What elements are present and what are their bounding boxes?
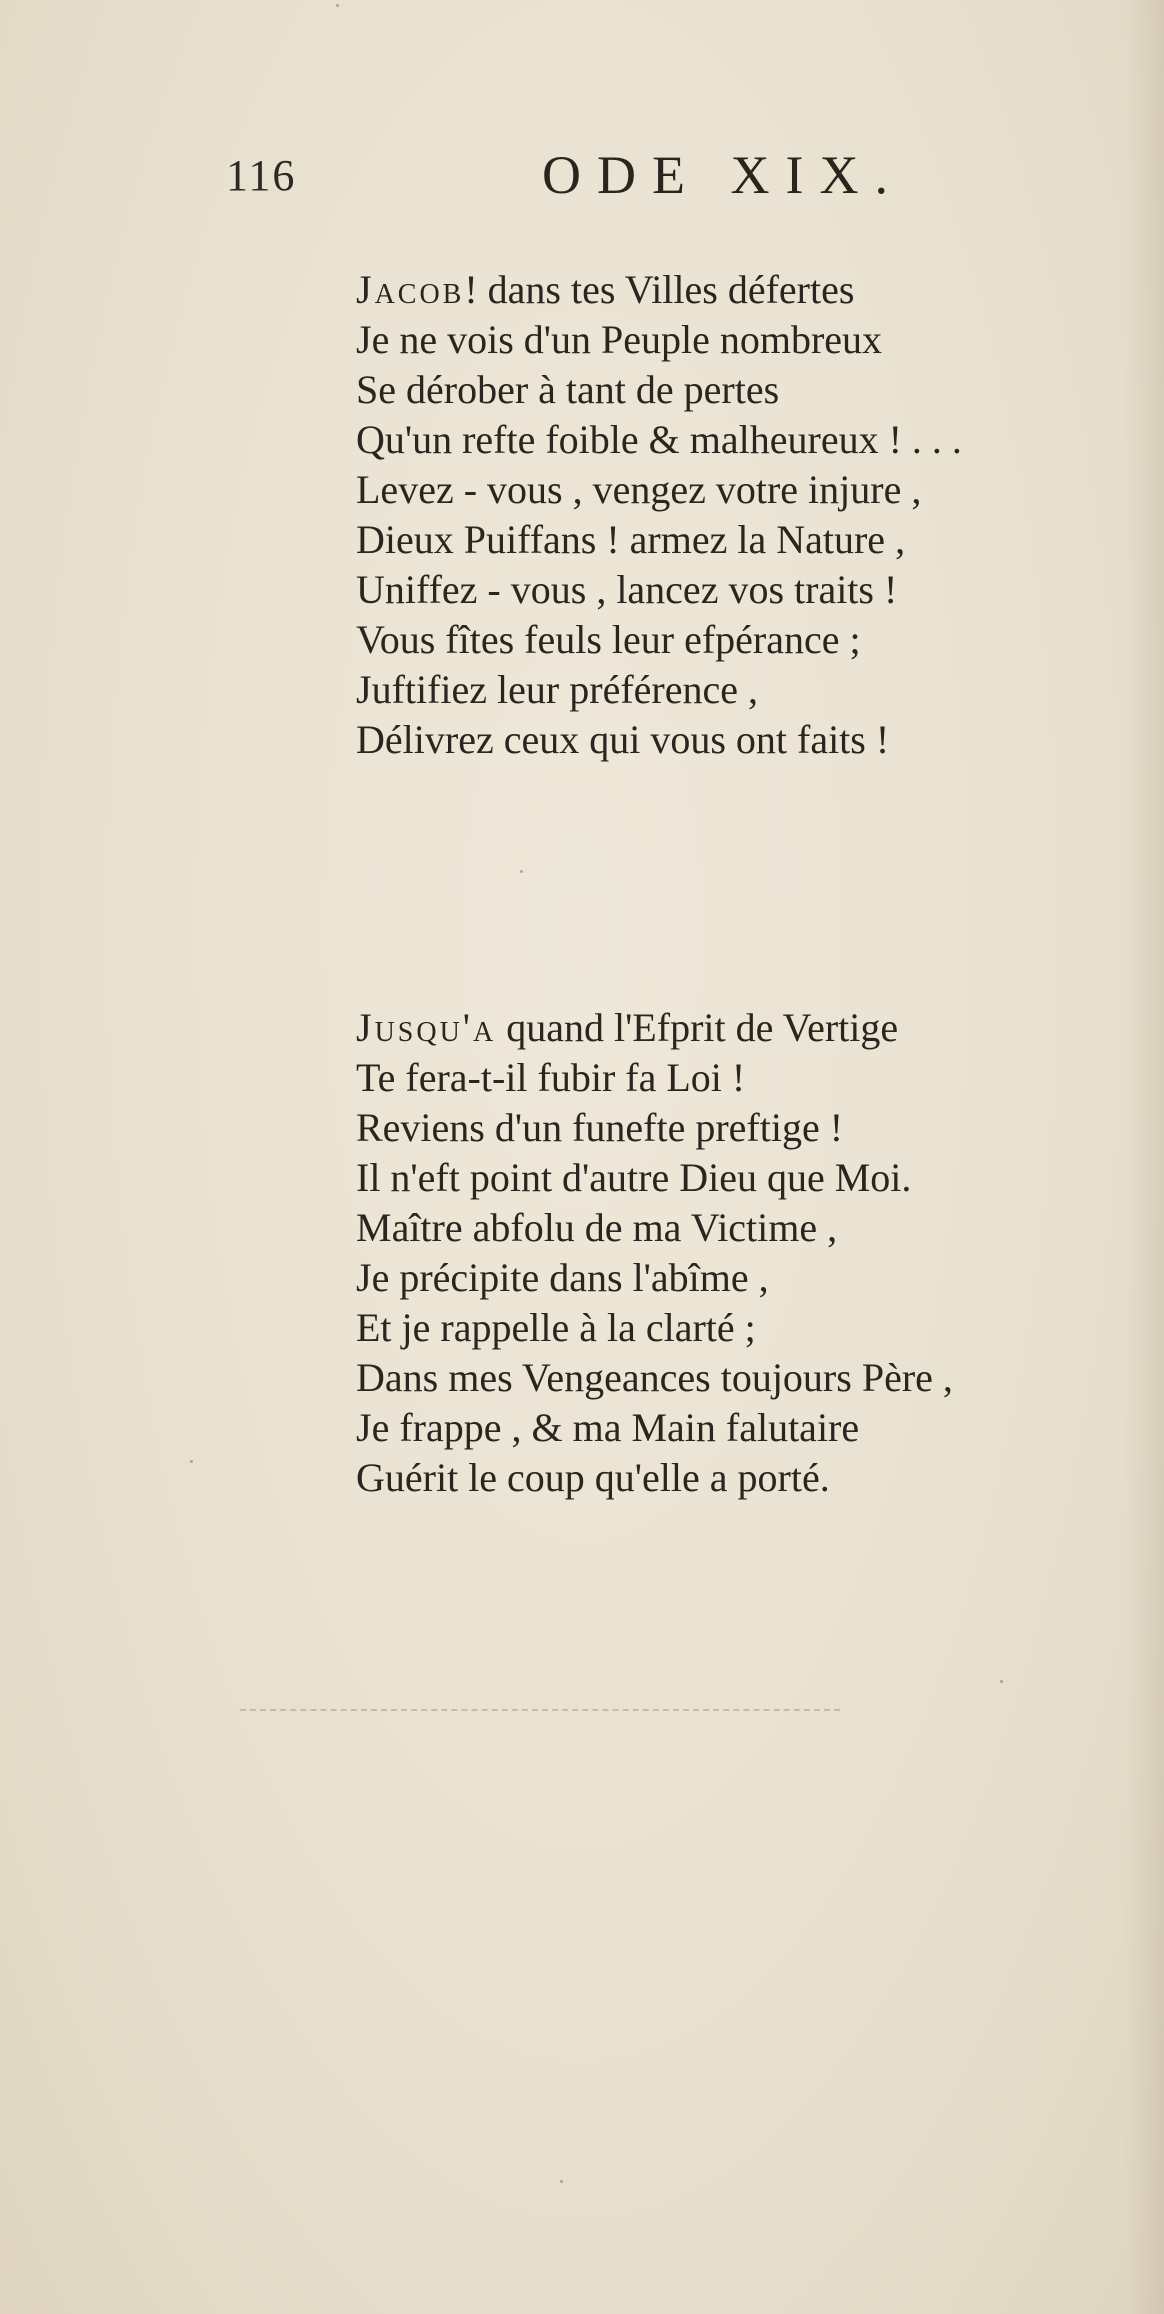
verse-line: Je ne vois d'un Peuple nombreux <box>356 317 883 362</box>
verse-line: Dieux Puiffans ! armez la Nature , <box>356 517 906 562</box>
verse-line: Reviens d'un funefte preftige ! <box>356 1105 844 1150</box>
verse-line: Levez - vous , vengez votre injure , <box>356 467 922 512</box>
verse-line: Uniffez - vous , lancez vos traits ! <box>356 567 898 612</box>
page-number: 116 <box>226 151 297 200</box>
verse-line: Qu'un refte foible & malheureux ! . . . <box>356 417 962 462</box>
verse-line-rest: quand l'Efprit de Vertige <box>496 1005 899 1050</box>
verse-line: Et je rappelle à la clarté ; <box>356 1305 756 1350</box>
stanza-2 <box>356 1003 1146 1503</box>
verse-line: Délivrez ceux qui vous ont faits ! <box>356 717 890 762</box>
stanza-1 <box>356 265 1146 765</box>
verse-line: Je précipite dans l'abîme , <box>356 1255 769 1300</box>
paper-speck <box>1000 1680 1003 1683</box>
paper-speck <box>336 4 339 7</box>
paper-speck <box>560 2180 563 2183</box>
paper-speck <box>190 1460 193 1463</box>
page-header <box>0 145 1164 220</box>
verse-lead-word: Jusqu'a <box>356 1005 497 1050</box>
verse-line: Te fera-t-il fubir fa Loi ! <box>356 1055 746 1100</box>
verse-line: Se dérober à tant de pertes <box>356 367 780 412</box>
verse-line: Juftifiez leur préférence , <box>356 667 758 712</box>
verse-line: Guérit le coup qu'elle a porté. <box>356 1455 830 1500</box>
verse-line <box>356 1003 1146 1053</box>
verse-line: Je frappe , & ma Main falutaire <box>356 1405 860 1450</box>
verse-line-rest: ! dans tes Villes défertes <box>464 267 855 312</box>
verse-lead-word: Jacob <box>356 267 465 312</box>
paper-speck <box>520 870 523 873</box>
bleed-through-rule <box>240 1709 840 1711</box>
verse-line: Dans mes Vengeances toujours Père , <box>356 1355 953 1400</box>
verse-line <box>356 265 1146 315</box>
verse-line: Il n'eft point d'autre Dieu que Moi. <box>356 1155 912 1200</box>
verse-line: Vous fîtes feuls leur efpérance ; <box>356 617 861 662</box>
verse-line: Maître abfolu de ma Victime , <box>356 1205 838 1250</box>
running-title: ODE XIX. <box>542 145 904 205</box>
